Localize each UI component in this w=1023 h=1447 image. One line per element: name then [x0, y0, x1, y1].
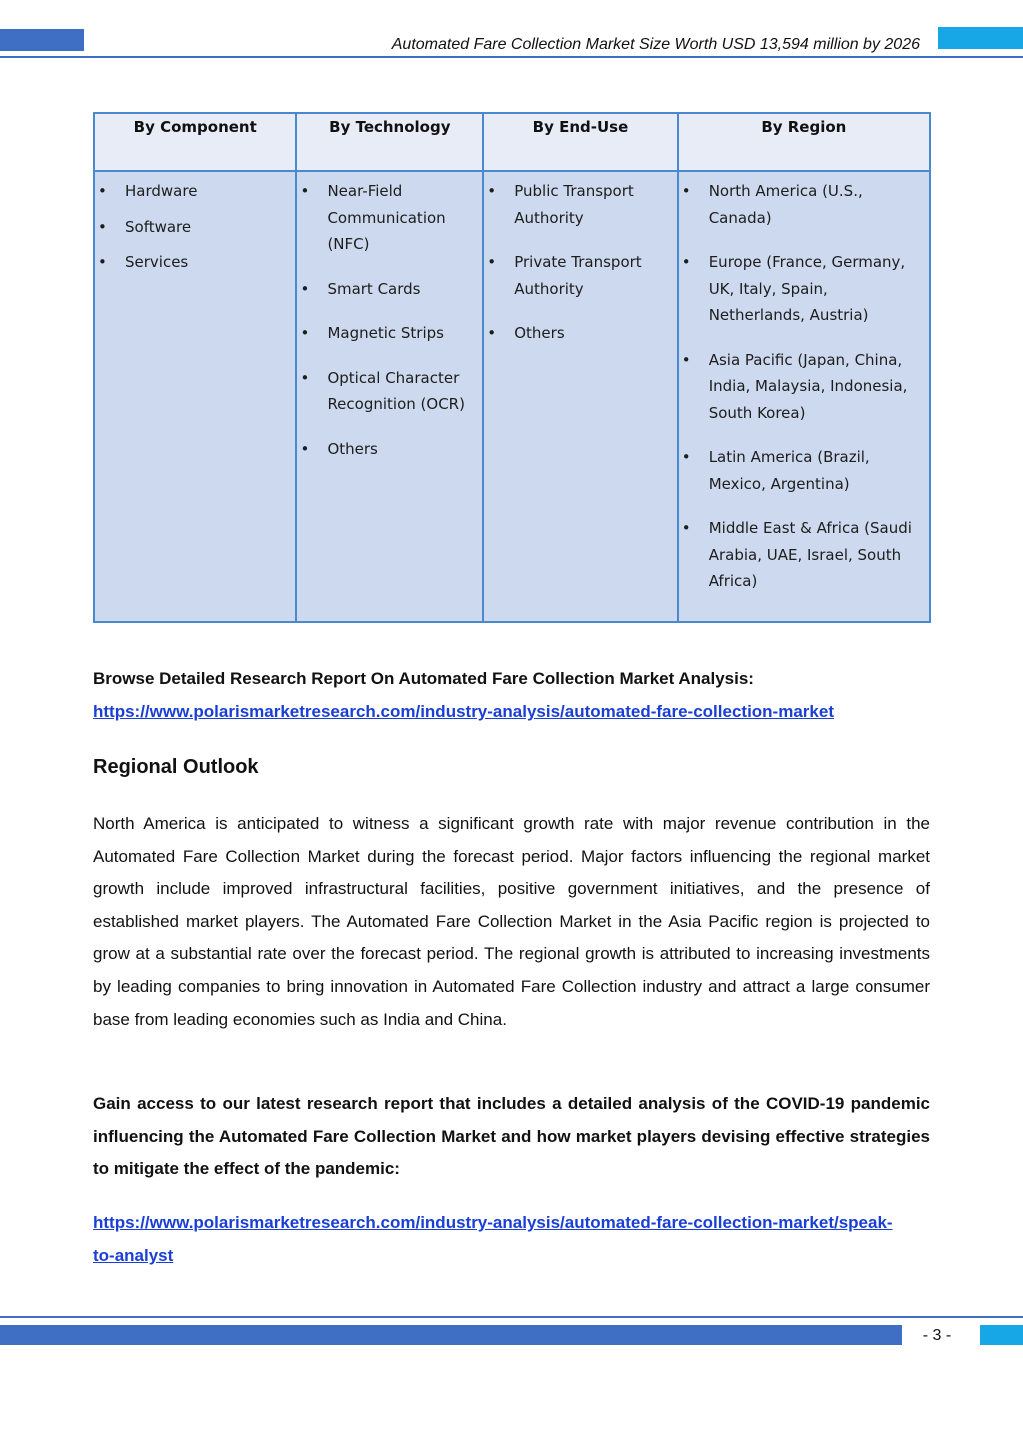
page-number: - 3 - [922, 1327, 952, 1344]
table-header-row [94, 113, 930, 171]
column-heading-end-use: By End-Use [483, 113, 677, 171]
technology-cell [296, 171, 483, 622]
end-use-list [484, 178, 672, 347]
list-item: • Asia Pacific (Japan, China, India, Malaysia, Indonesia, South Korea) [679, 347, 925, 427]
list-item: • Optical Character Recognition (OCR) [297, 365, 478, 418]
report-link[interactable]: https://www.polarismarketresearch.com/industry-analysis/automated-fare-collection-market [93, 702, 834, 721]
list-item: • Magnetic Strips [297, 320, 478, 347]
table-row [94, 171, 930, 622]
segmentation-table [93, 112, 931, 623]
browse-report-text: Browse Detailed Research Report On Automated Fare Collection Market Analysis: [93, 669, 754, 688]
list-item: • Near-Field Communication (NFC) [297, 178, 478, 258]
list-item: • Middle East & Africa (Saudi Arabia, UAE, Israel, South Africa) [679, 515, 925, 595]
list-item: • Latin America (Brazil, Mexico, Argentina) [679, 444, 925, 497]
list-item: • Europe (France, Germany, UK, Italy, Spain, Netherlands, Austria) [679, 249, 925, 329]
component-list [95, 178, 291, 276]
column-heading-component: By Component [94, 113, 296, 171]
header-accent-left [0, 29, 84, 51]
section-title: Regional Outlook [93, 756, 259, 778]
list-item: • North America (U.S., Canada) [679, 178, 925, 231]
list-item: • Services [95, 249, 291, 276]
footer-bar-left [0, 1325, 902, 1345]
footer-rule [0, 1316, 1023, 1318]
covid-cta-text: Gain access to our latest research report that includes a detailed analysis of the COVID-19 pandemic influencing the Automated Fare Collection Market and how market players devising effective strategies to mitigate the effect of the pandemic: [93, 1094, 930, 1179]
end-use-cell [483, 171, 677, 622]
region-cell [678, 171, 930, 622]
region-list [679, 178, 925, 595]
header-rule [0, 56, 1023, 58]
page-header-title: Automated Fare Collection Market Size Worth USD 13,594 million by 2026 [391, 36, 920, 53]
list-item: • Smart Cards [297, 276, 478, 303]
column-heading-technology: By Technology [296, 113, 483, 171]
list-item: • Public Transport Authority [484, 178, 672, 231]
list-item: • Hardware [95, 178, 291, 205]
list-item: • Private Transport Authority [484, 249, 672, 302]
technology-list [297, 178, 478, 462]
header-accent-right [938, 27, 1023, 49]
regional-outlook-paragraph: North America is anticipated to witness a significant growth rate with major revenue contribution in the Automated Fare Collection Market during the forecast period. Major factors influencing the regional market growth include improved infrastructural facilities, positive government initiatives, and the presence of established market players. The Automated Fare Collection Market in the Asia Pacific region is projected to grow at a substantial rate over the forecast period. The regional growth is attributed to increasing investments by leading companies to bring innovation in Automated Fare Collection industry and attract a large consumer base from leading economies such as India and China. [93, 814, 930, 1029]
list-item: • Others [297, 436, 478, 463]
column-heading-region: By Region [678, 113, 930, 171]
footer-bar-right [980, 1325, 1023, 1345]
component-cell [94, 171, 296, 622]
list-item: • Software [95, 214, 291, 241]
list-item: • Others [484, 320, 672, 347]
speak-to-analyst-link[interactable]: https://www.polarismarketresearch.com/industry-analysis/automated-fare-collection-market/speak-to-analyst [93, 1213, 893, 1265]
